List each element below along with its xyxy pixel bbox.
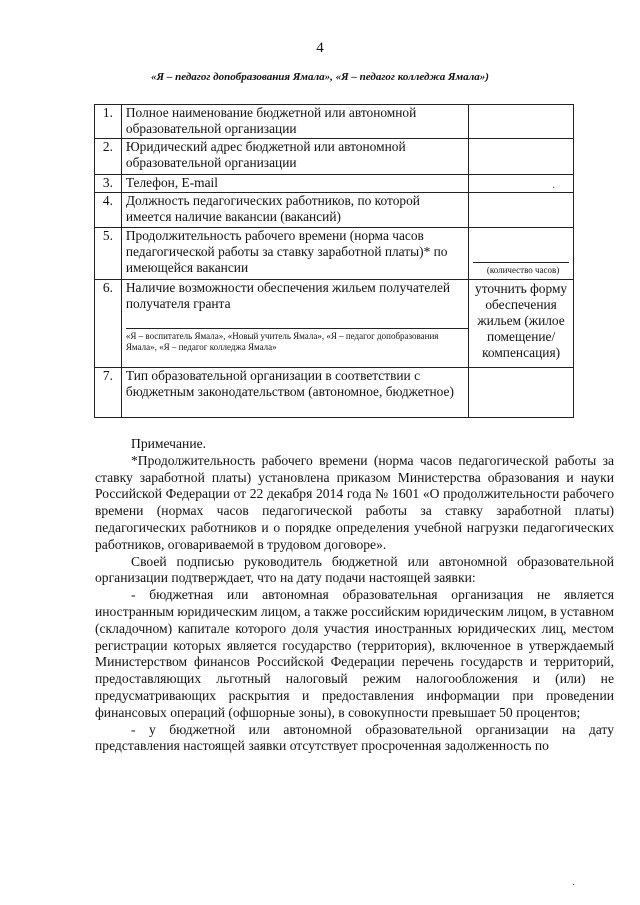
footnote-text: *Продолжительность рабочего времени (норма часов педагогической работы за ставку заработной платы) установлена приказом Министерства образования и науки Российской Федерации от 22 декабря 2014 года № 1601 «О продолжительности рабочего времени (нормах часов педагогической работы за ставку заработной платы) педагогических работников и о порядке определения учебной нагрузки педагогических работников, оговариваемой в трудовом договоре».: [95, 452, 614, 552]
row-value-cell[interactable]: уточнить форму обеспечения жильем (жилое помещение/ компенсация): [469, 280, 574, 368]
table-row: [95, 139, 574, 175]
table-row: [95, 228, 574, 280]
row-number: 6.: [95, 280, 122, 368]
row-label-text: Наличие возможности обеспечения жильем получателей получателя гранта: [125, 280, 451, 311]
table-row: [95, 280, 574, 368]
row-number: 5.: [95, 228, 122, 280]
row-label: Должность педагогических работников, по которой имеется наличие вакансии (вакансий): [121, 193, 468, 228]
row-label: Полное наименование бюджетной или автономной образовательной организации: [121, 105, 468, 139]
page-number: 4: [316, 40, 324, 56]
hours-note: (количество часов): [486, 265, 560, 275]
row-label: Юридический адрес бюджетной или автономной образовательной организации: [121, 139, 468, 175]
condition-offshore: - бюджетная или автономная образовательная организация не является иностранным юридическим лицом, а также российским юридическим лицом, в уставном (складочном) капитале которого доля участия иностранных юридических лиц, местом регистрации которых является государство (территория), включенное в утверждаемый Министерством финансов Российской Федерации перечень государств и территорий, предоставляющих льготный налоговый режим налогообложения и (или) не предусматривающих раскрытия и предоставления информации при проведении финансовых операций (офшорные зоны), в совокупности превышает 50 процентов;: [95, 587, 614, 720]
row-number: 2.: [95, 139, 122, 175]
scan-mark: ·: [552, 183, 556, 194]
row-label: Продолжительность рабочего времени (норма часов педагогической работы за ставку заработной платы)* по имеющейся вакансии: [121, 228, 468, 280]
row-label: Тип образовательной организации в соответствии с бюджетным законодательством (автономное, бюджетное): [121, 368, 468, 418]
note-section: [95, 436, 614, 755]
row-value-cell[interactable]: [469, 105, 574, 139]
row-value-cell[interactable]: [469, 193, 574, 228]
row-value-cell[interactable]: [469, 368, 574, 418]
table-row: [95, 175, 574, 193]
row-number: 1.: [95, 105, 122, 139]
application-form-table: [94, 104, 574, 418]
table-row: [95, 105, 574, 139]
row-value-cell[interactable]: [469, 139, 574, 175]
grant-programs-note: «Я – воспитатель Ямала», «Новый учитель Ямала», «Я – педагог допобразования Ямала», «Я – педагог колледжа Ямала»: [125, 331, 439, 352]
page-header: «Я – педагог допобразования Ямала», «Я – педагог колледжа Ямала»): [151, 71, 489, 83]
row-number: 3.: [95, 175, 122, 193]
row-number: 7.: [95, 368, 122, 418]
confirmation-text: Своей подписью руководитель бюджетной или автономной образовательной организации подтверждает, что на дату подачи настоящей заявки:: [95, 553, 614, 586]
note-title: Примечание.: [131, 436, 207, 451]
row-value-cell[interactable]: [469, 175, 574, 193]
condition-debt: - у бюджетной или автономной образовательной организации на дату представления настоящей заявки отсутствует просроченная задолженность по: [95, 721, 614, 754]
row-label: [121, 280, 468, 368]
row-value-cell[interactable]: [469, 228, 574, 280]
table-row: [95, 193, 574, 228]
table-row: [95, 368, 574, 418]
row-number: 4.: [95, 193, 122, 228]
scan-mark: ·: [572, 880, 576, 891]
row-label: Телефон, E-mail: [121, 175, 468, 193]
